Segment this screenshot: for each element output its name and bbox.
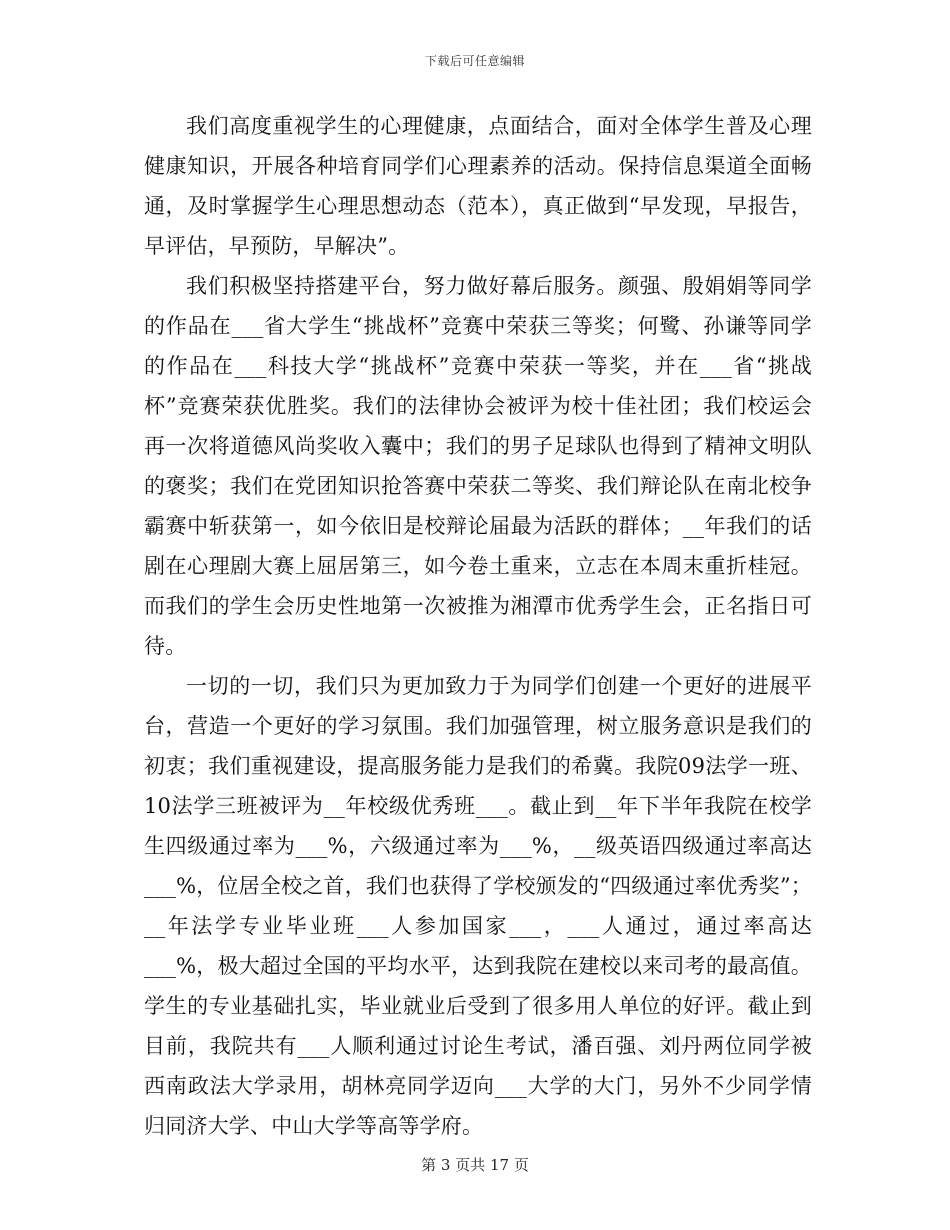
paragraph-psychological-health: 我们高度重视学生的心理健康，点面结合，面对全体学生普及心理健康知识，开展各种培育同学们心理素养的活动。保持信息渠道全面畅通，及时掌握学生心理思想动态（范本），真正做到“早发现，早报告，早评估，早预防，早解决”。 xyxy=(144,114,812,258)
paragraph-academic-achievements: 一切的一切，我们只为更加致力于为同学们创建一个更好的进展平台，营造一个更好的学习氛围。我们加强管理，树立服务意识是我们的初衷；我们重视建设，提高服务能力是我们的希冀。我院09法学一班、10法学三班被评为__年校级优秀班___。截止到__年下半年我院在校学生四级通过率为___%，六级通过率为___%，__级英语四级通过率高达___%，位居全校之首，我们也获得了学校颁发的“四级通过率优秀奖”；__年法学专业毕业班___人参加国家___，___人通过，通过率高达___%，极大超过全国的平均水平，达到我院在建校以来司考的最高值。学生的专业基础扎实，毕业就业后受到了很多用人单位的好评。截止到目前，我院共有___人顺利通过讨论生考试，潘百强、刘丹两位同学被西南政法大学录用，胡林亮同学迈向___大学的大门，另外不少同学情归同济大学、中山大学等高等学府。 xyxy=(144,674,812,1138)
page-number: 第 3 页共 17 页 xyxy=(421,1156,529,1174)
document-body xyxy=(144,106,812,1146)
page-header: 下载后可任意编辑 xyxy=(424,54,525,68)
paragraph-platform-service: 我们积极坚持搭建平台，努力做好幕后服务。颜强、殷娟娟等同学的作品在___省大学生“挑战杯”竞赛中荣获三等奖；何鹭、孙谦等同学的作品在___科技大学“挑战杯”竞赛中荣获一等奖，并在___省“挑战杯”竞赛荣获优胜奖。我们的法律协会被评为校十佳社团；我们校运会再一次将道德风尚奖收入囊中；我们的男子足球队也得到了精神文明队的褒奖；我们在党团知识抢答赛中荣获二等奖、我们辩论队在南北校争霸赛中斩获第一，如今依旧是校辩论届最为活跃的群体；__年我们的话剧在心理剧大赛上屈居第三，如今卷土重来，立志在本周末重折桂冠。而我们的学生会历史性地第一次被推为湘潭市优秀学生会，正名指日可待。 xyxy=(144,274,812,658)
